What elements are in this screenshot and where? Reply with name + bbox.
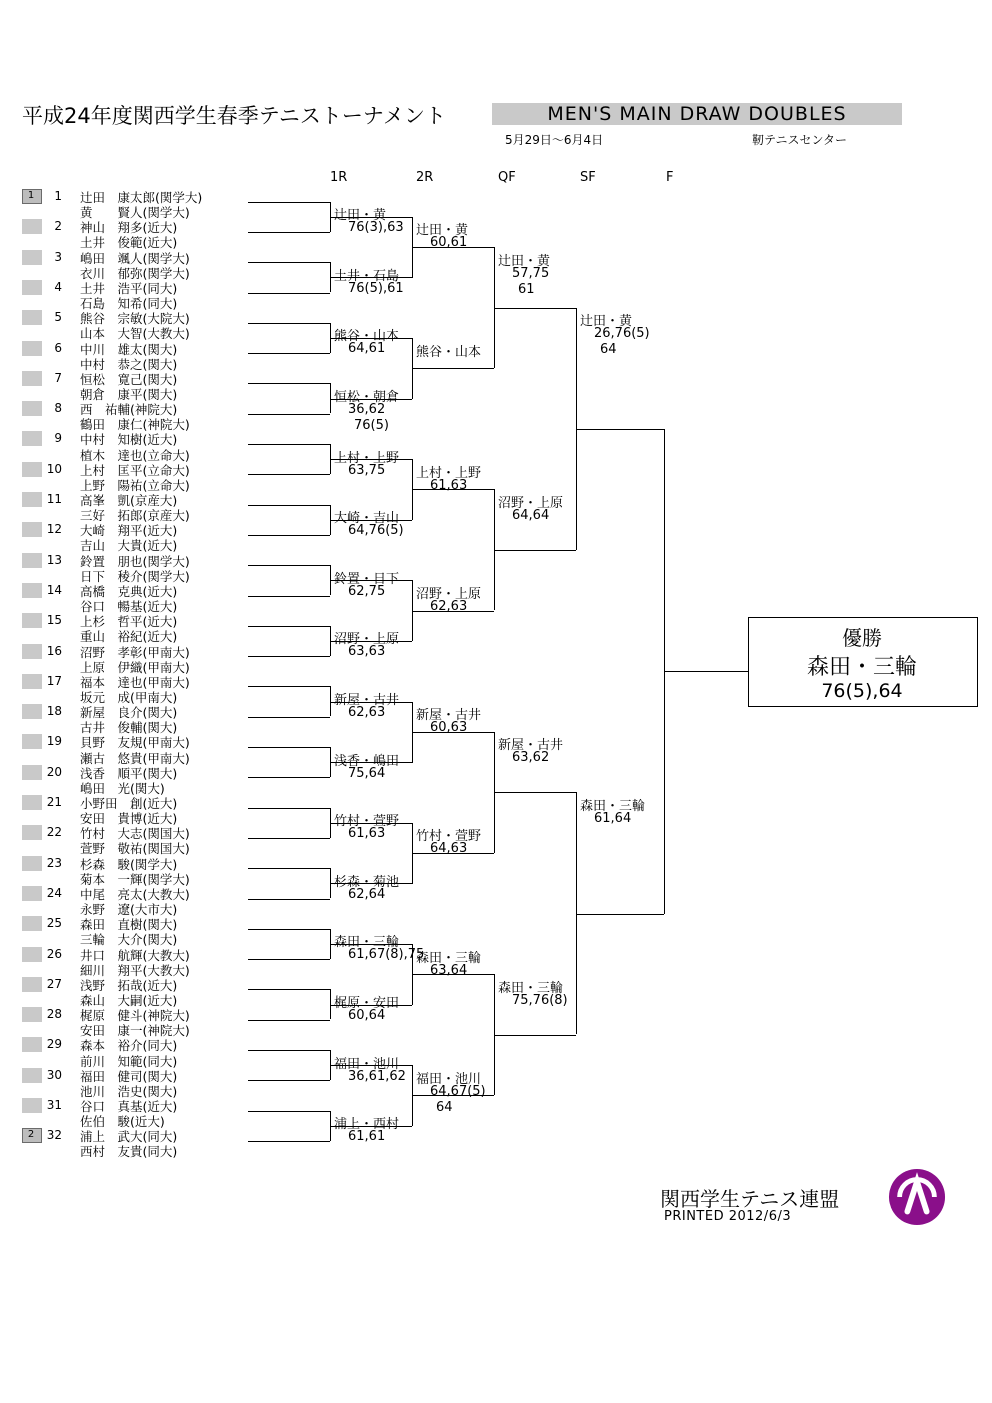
r1-winner-name: 福田・池川 xyxy=(334,1057,400,1072)
entry-number: 4 xyxy=(54,279,62,294)
player-name: 嶋田 颯人(関学大) xyxy=(80,250,190,266)
qf-score: 57,75 xyxy=(512,266,550,281)
r1-winner-name: 梶原・安田 xyxy=(334,996,400,1011)
player-name: 前川 知範(同大) xyxy=(80,1053,178,1069)
entry-marker-box xyxy=(22,674,42,689)
r2-score: 61,63 xyxy=(430,478,468,493)
r1-winner-name: 森田・三輪 xyxy=(334,935,400,950)
r1-line-top xyxy=(248,1111,330,1112)
r2-winner-name: 沼野・上原 xyxy=(416,587,482,602)
player-name: 石島 知希(同大) xyxy=(80,296,178,312)
r1-connector xyxy=(330,383,331,413)
entry-marker-box xyxy=(22,522,42,537)
r1-score: 60,64 xyxy=(348,1008,386,1023)
r1-score: 61,67(8),75 xyxy=(348,947,425,962)
player-name: 森本 裕介(同大) xyxy=(80,1038,178,1054)
r1-score: 62,75 xyxy=(348,584,386,599)
tournament-venue: 靭テニスセンター xyxy=(752,133,848,147)
r1-line-top xyxy=(248,686,330,687)
player-name: 神山 翔多(近大) xyxy=(80,220,178,236)
r1-line-bottom xyxy=(248,232,330,233)
player-name: 浅香 順平(関大) xyxy=(80,765,178,781)
entry-number: 17 xyxy=(46,673,62,688)
entry-number: 15 xyxy=(46,613,62,628)
seed-number: 2 xyxy=(27,1129,35,1141)
entry-number: 25 xyxy=(46,916,62,931)
player-name: 重山 裕紀(近大) xyxy=(80,629,178,645)
r1-winner-name: 浅香・嶋田 xyxy=(334,754,400,769)
sf-winner-name: 辻田・黄 xyxy=(580,314,633,329)
r1-score: 63,75 xyxy=(348,463,386,478)
r1-line-bottom xyxy=(248,535,330,536)
player-name: 辻田 康太郎(関学大) xyxy=(80,190,203,205)
entry-number: 28 xyxy=(46,1007,62,1022)
champion-title: 優勝 xyxy=(842,626,882,650)
r1-winner-name: 上村・上野 xyxy=(334,451,400,466)
entry-number: 30 xyxy=(46,1067,62,1082)
entry-marker-box xyxy=(22,462,42,477)
player-name: 黄 賢人(関学大) xyxy=(80,205,190,221)
round-label-qf: QF xyxy=(498,170,516,185)
r2-winner-name: 竹村・萱野 xyxy=(416,829,482,844)
player-name: 三好 拓郎(京産大) xyxy=(80,508,190,524)
r1-winner-name: 熊谷・山本 xyxy=(334,329,400,344)
player-name: 浦上 武大(同大) xyxy=(80,1129,178,1145)
entry-marker-box xyxy=(22,947,42,962)
qf-winner-name: 沼野・上原 xyxy=(498,496,564,511)
r1-line-bottom xyxy=(248,474,330,475)
entry-number: 27 xyxy=(46,976,62,991)
r2-score: 63,64 xyxy=(430,963,468,978)
player-name: 恒松 寛己(関大) xyxy=(80,371,178,387)
final-line-top xyxy=(576,429,664,430)
r1-line-bottom xyxy=(248,414,330,415)
entry-number: 24 xyxy=(46,885,62,900)
federation-logo-icon xyxy=(888,1168,946,1226)
entry-marker-box xyxy=(22,765,42,780)
player-name: 細川 翔平(大教大) xyxy=(80,962,190,978)
champion-score: 76(5),64 xyxy=(821,680,903,702)
champion-line xyxy=(664,671,748,672)
r2-winner-name: 福田・池川 xyxy=(416,1072,482,1087)
player-name: 森山 大嗣(近大) xyxy=(80,992,178,1008)
entry-number: 22 xyxy=(46,825,62,840)
player-name: 上野 陽祐(立命大) xyxy=(80,477,190,493)
round-label-1r: 1R xyxy=(330,170,348,185)
r1-line-bottom xyxy=(248,777,330,778)
r1-score: 62,63 xyxy=(348,705,386,720)
player-name: 谷口 真基(近大) xyxy=(80,1099,178,1114)
r1-line-top xyxy=(248,444,330,445)
r1-winner-name: 大崎・吉山 xyxy=(334,511,400,526)
entry-number: 20 xyxy=(46,764,62,779)
r2-winner-name: 上村・上野 xyxy=(416,466,482,481)
printed-date: PRINTED 2012/6/3 xyxy=(664,1209,792,1224)
r2-winner-name: 新屋・古井 xyxy=(416,708,482,723)
sf-line-top xyxy=(494,792,576,793)
entry-number: 29 xyxy=(46,1037,62,1052)
player-name: 森田 直樹(関大) xyxy=(80,917,178,933)
entry-number: 2 xyxy=(54,219,62,234)
entry-number: 11 xyxy=(46,492,62,506)
r2-score: 64,67(5) xyxy=(430,1084,486,1099)
entry-marker-box xyxy=(22,734,42,749)
r1-score: 61,61 xyxy=(348,1129,386,1144)
r1-line-top xyxy=(248,262,330,263)
entry-marker-box xyxy=(22,977,42,992)
sf-line-bottom xyxy=(494,1035,576,1036)
r1-line-bottom xyxy=(248,959,330,960)
entry-marker-box xyxy=(22,371,42,386)
qf-score: 63,62 xyxy=(512,750,550,765)
entry-number: 9 xyxy=(54,431,62,446)
r1-winner-name: 恒松・朝倉 xyxy=(334,390,400,405)
r2-score: 60,63 xyxy=(430,720,468,735)
player-name: 浅野 拓哉(近大) xyxy=(80,977,178,993)
r1-line-top xyxy=(248,868,330,869)
r1-line-bottom xyxy=(248,838,330,839)
player-name: 池川 浩史(関大) xyxy=(80,1083,178,1099)
round-label-sf: SF xyxy=(580,170,596,185)
r1-winner-name: 土井・石島 xyxy=(334,269,400,284)
r1-line-bottom xyxy=(248,899,330,900)
entry-marker-box xyxy=(22,401,42,416)
r2-score-cont: 64 xyxy=(436,1100,453,1115)
player-name: 吉山 大貴(近大) xyxy=(80,538,178,554)
player-name: 山本 大智(大教大) xyxy=(80,326,190,342)
qf-score-cont: 61 xyxy=(518,282,535,297)
sf-winner-name: 森田・三輪 xyxy=(580,799,646,814)
player-name: 坂元 成(甲南大) xyxy=(80,689,178,705)
player-name: 熊谷 宗敏(大院大) xyxy=(80,311,190,327)
qf-score: 75,76(8) xyxy=(512,993,568,1008)
sf-score: 26,76(5) xyxy=(594,326,650,341)
entry-number: 8 xyxy=(54,401,62,416)
entry-number: 10 xyxy=(46,461,62,476)
r1-line-top xyxy=(248,747,330,748)
page-title-en: MEN'S MAIN DRAW DOUBLES xyxy=(547,103,847,125)
player-name: 安田 康一(神院大) xyxy=(80,1023,190,1039)
entry-number: 32 xyxy=(46,1128,62,1143)
r1-line-top xyxy=(248,565,330,566)
r1-score: 61,63 xyxy=(348,826,386,841)
entry-marker-box xyxy=(22,1007,42,1022)
entry-marker-box xyxy=(22,856,42,871)
player-name: 植木 達也(立命大) xyxy=(80,447,190,463)
player-name: 井口 航輝(大教大) xyxy=(80,947,190,963)
player-name: 西村 友貴(同大) xyxy=(80,1144,178,1160)
sf-score-cont: 64 xyxy=(600,342,617,357)
entry-number: 21 xyxy=(46,795,62,809)
player-name: 永野 遼(大市大) xyxy=(80,902,178,918)
player-name: 竹村 大志(関国大) xyxy=(80,826,190,842)
round-label-2r: 2R xyxy=(416,170,434,185)
entry-marker-box xyxy=(22,644,42,659)
entry-marker-box xyxy=(22,1068,42,1083)
player-name: 鶴田 康仁(神院大) xyxy=(80,417,190,433)
r1-score: 76(3),63 xyxy=(348,220,404,235)
entry-marker-box xyxy=(22,1098,42,1113)
r1-winner-name: 竹村・萱野 xyxy=(334,814,400,829)
sf-connector xyxy=(576,792,577,1034)
qf-winner-name: 新屋・古井 xyxy=(498,738,564,753)
entry-marker-box xyxy=(22,431,42,446)
player-name: 嶋田 光(関大) xyxy=(80,780,165,796)
page-title-jp: 平成24年度関西学生春季テニストーナメント xyxy=(22,104,447,128)
entry-number: 13 xyxy=(46,552,62,567)
qf-line-bottom xyxy=(412,368,494,369)
player-name: 三輪 大介(関大) xyxy=(80,932,178,948)
player-name: 福田 健司(関大) xyxy=(80,1068,178,1084)
sf-score: 61,64 xyxy=(594,811,632,826)
r1-line-top xyxy=(248,1050,330,1051)
player-name: 上村 匡平(立命大) xyxy=(80,462,190,478)
entry-marker-box xyxy=(22,341,42,356)
player-name: 福本 達也(甲南大) xyxy=(80,674,190,690)
r1-winner-name: 辻田・黄 xyxy=(334,208,387,223)
tournament-dates: 5月29日〜6月4日 xyxy=(505,133,604,147)
r1-score-cont: 76(5) xyxy=(354,418,389,433)
r1-line-top xyxy=(248,383,330,384)
player-name: 萱野 敬祐(関国大) xyxy=(80,841,190,857)
r1-line-bottom xyxy=(248,1141,330,1142)
player-name: 瀬古 悠貴(甲南大) xyxy=(80,750,190,766)
entry-marker-box xyxy=(22,886,42,901)
player-name: 土井 浩平(同大) xyxy=(80,280,178,296)
r1-line-bottom xyxy=(248,596,330,597)
r1-line-top xyxy=(248,202,330,203)
player-name: 西 祐輔(神院大) xyxy=(80,402,178,418)
entry-number: 19 xyxy=(46,734,62,749)
player-name: 谷口 暢基(近大) xyxy=(80,599,178,615)
player-name: 古井 俊輔(関大) xyxy=(80,720,178,736)
entry-number: 31 xyxy=(46,1098,62,1112)
r1-line-bottom xyxy=(248,293,330,294)
r1-line-top xyxy=(248,323,330,324)
entry-number: 16 xyxy=(46,643,62,658)
entry-marker-box xyxy=(22,1037,42,1052)
sf-line-bottom xyxy=(494,550,576,551)
entry-number: 1 xyxy=(54,189,62,203)
r1-winner-name: 鈴置・日下 xyxy=(334,572,400,587)
federation-name: 関西学生テニス連盟 xyxy=(660,1187,840,1211)
entry-number: 5 xyxy=(54,310,62,325)
r1-score: 36,62 xyxy=(348,402,386,417)
r2-winner-name: 辻田・黄 xyxy=(416,223,469,238)
player-name: 朝倉 康平(関大) xyxy=(80,386,178,402)
player-name: 大崎 翔平(近大) xyxy=(80,523,178,539)
player-name: 小野田 創(近大) xyxy=(80,796,178,811)
player-name: 鈴置 朋也(関学大) xyxy=(80,553,190,569)
champion-name: 森田・三輪 xyxy=(806,655,917,680)
r2-score: 64,63 xyxy=(430,841,468,856)
qf-winner-name: 辻田・黄 xyxy=(498,254,551,269)
entry-marker-box xyxy=(22,583,42,598)
player-name: 高峯 凱(京産大) xyxy=(80,493,178,508)
r1-line-top xyxy=(248,989,330,990)
player-name: 菊本 一輝(関学大) xyxy=(80,871,190,887)
player-name: 衣川 郁弥(関学大) xyxy=(80,265,190,281)
r1-connector xyxy=(330,686,331,716)
entry-number: 7 xyxy=(54,370,62,385)
seed-number: 1 xyxy=(27,190,35,201)
r2-winner-name: 熊谷・山本 xyxy=(416,345,482,360)
r1-line-bottom xyxy=(248,1020,330,1021)
r1-winner-name: 沼野・上原 xyxy=(334,632,400,647)
player-name: 中尾 亮太(大教大) xyxy=(80,886,190,902)
r1-line-bottom xyxy=(248,1080,330,1081)
player-name: 佐伯 駿(近大) xyxy=(80,1114,165,1130)
entry-marker-box xyxy=(22,250,42,265)
entry-number: 23 xyxy=(46,855,62,870)
entry-number: 14 xyxy=(46,582,62,597)
r1-score: 62,64 xyxy=(348,887,386,902)
r1-connector xyxy=(330,989,331,1019)
entry-marker-box xyxy=(22,219,42,234)
r1-winner-name: 杉森・菊池 xyxy=(334,875,400,890)
entry-marker-box xyxy=(22,310,42,325)
player-name: 梶原 健斗(神院大) xyxy=(80,1008,190,1024)
player-name: 中村 知樹(近大) xyxy=(80,432,178,448)
r1-line-bottom xyxy=(248,656,330,657)
r2-score: 60,61 xyxy=(430,235,468,250)
player-name: 新屋 良介(関大) xyxy=(80,705,178,721)
player-name: 中川 雄太(関大) xyxy=(80,341,178,357)
entry-number: 3 xyxy=(54,249,62,264)
r1-score: 36,61,62 xyxy=(348,1069,406,1084)
player-name: 貝野 友規(甲南大) xyxy=(80,735,190,751)
final-line-bottom xyxy=(576,914,664,915)
player-name: 中村 恭之(関大) xyxy=(80,356,178,372)
entry-number: 26 xyxy=(46,946,62,961)
player-name: 高橋 克典(近大) xyxy=(80,583,178,599)
entry-number: 12 xyxy=(46,522,62,537)
entry-marker-box xyxy=(22,492,42,507)
r1-line-top xyxy=(248,929,330,930)
qf-winner-name: 森田・三輪 xyxy=(498,981,564,996)
r1-line-bottom xyxy=(248,717,330,718)
r1-score: 75,64 xyxy=(348,766,386,781)
entry-marker-box xyxy=(22,553,42,568)
player-name: 安田 貴博(近大) xyxy=(80,811,178,827)
entry-number: 18 xyxy=(46,704,62,719)
sf-line-top xyxy=(494,308,576,309)
player-name: 上杉 哲平(近大) xyxy=(80,614,178,630)
r2-score: 62,63 xyxy=(430,599,468,614)
r1-winner-name: 浦上・西村 xyxy=(334,1117,400,1132)
entry-marker-box xyxy=(22,704,42,719)
entry-marker-box xyxy=(22,280,42,295)
entry-marker-box xyxy=(22,613,42,628)
player-name: 杉森 駿(関学大) xyxy=(80,856,178,872)
r1-score: 63,63 xyxy=(348,644,386,659)
player-name: 上原 伊織(甲南大) xyxy=(80,659,190,675)
player-name: 土井 俊範(近大) xyxy=(80,235,178,251)
r1-score: 64,61 xyxy=(348,341,386,356)
r1-line-bottom xyxy=(248,353,330,354)
r1-line-top xyxy=(248,626,330,627)
entry-marker-box xyxy=(22,795,42,810)
round-label-f: F xyxy=(666,170,674,185)
entry-number: 6 xyxy=(54,340,62,355)
r2-winner-name: 森田・三輪 xyxy=(416,951,482,966)
r1-score: 76(5),61 xyxy=(348,281,404,296)
player-name: 沼野 孝彰(甲南大) xyxy=(80,644,190,660)
entry-marker-box xyxy=(22,825,42,840)
player-name: 日下 稜介(関学大) xyxy=(80,568,190,584)
r1-winner-name: 新屋・古井 xyxy=(334,693,400,708)
r1-score: 64,76(5) xyxy=(348,523,404,538)
qf-score: 64,64 xyxy=(512,508,550,523)
entry-marker-box xyxy=(22,916,42,931)
r1-line-top xyxy=(248,808,330,809)
r1-line-top xyxy=(248,505,330,506)
